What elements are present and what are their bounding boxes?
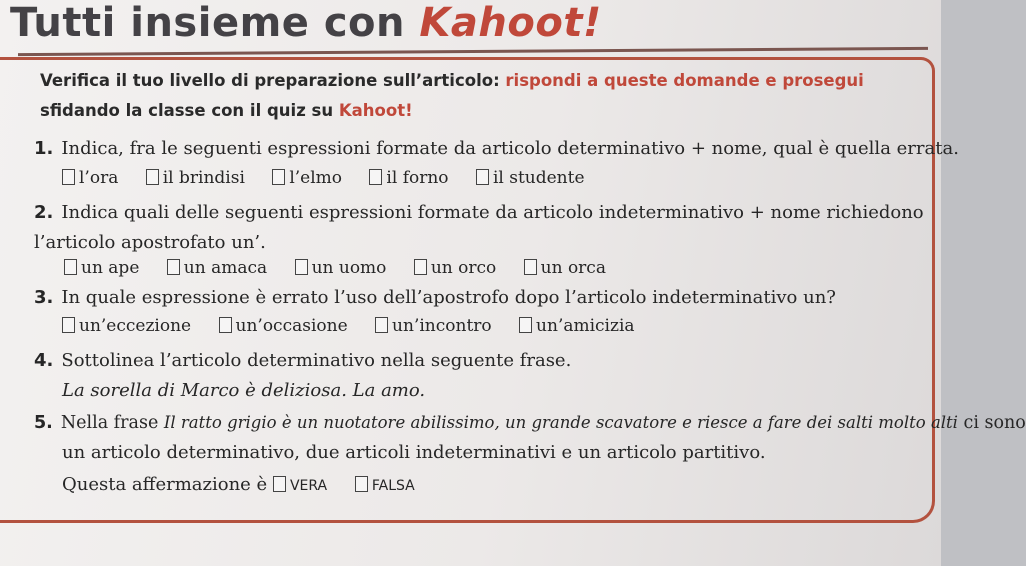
title-divider	[18, 47, 928, 56]
question-text: Indica quali delle seguenti espressioni formate da articolo indeterminativo + nome richiedono	[61, 202, 924, 223]
question-text: Indica, fra le seguenti espressioni formate da articolo determinativo + nome, qual è quella errata.	[61, 138, 959, 159]
checkbox[interactable]	[64, 259, 77, 275]
question-text: In quale espressione è errato l’uso dell’apostrofo dopo l’articolo indeterminativo un?	[61, 287, 836, 308]
option-label: il forno	[386, 168, 449, 188]
question-4-sentence	[62, 380, 425, 402]
page-title	[10, 0, 602, 46]
option-label: un’incontro	[392, 316, 492, 336]
checkbox[interactable]	[295, 259, 308, 275]
option-label: un uomo	[311, 258, 387, 278]
question-2-options	[64, 258, 628, 278]
option-un-uomo[interactable]	[295, 258, 387, 278]
option-label: un’eccezione	[79, 316, 192, 336]
checkbox[interactable]	[273, 476, 286, 492]
question-text-continued: un articolo determinativo, due articoli indeterminativi e un articolo partitivo.	[62, 442, 766, 463]
option-label: VERA	[289, 478, 328, 494]
checkbox[interactable]	[146, 169, 159, 185]
option-vera[interactable]	[273, 475, 327, 497]
intro-lead: Verifica il tuo livello di preparazione sull’articolo:	[40, 71, 506, 90]
checkbox[interactable]	[524, 259, 537, 275]
option-label: un’occasione	[235, 316, 348, 336]
option-un-orca[interactable]	[524, 258, 606, 278]
option-label: un orco	[430, 258, 497, 278]
question-5-line2	[62, 442, 766, 464]
option-un-eccezione[interactable]	[62, 316, 191, 336]
checkbox[interactable]	[62, 169, 75, 185]
checkbox[interactable]	[219, 317, 232, 333]
question-number: 4.	[34, 350, 54, 371]
option-un-amicizia[interactable]	[519, 316, 634, 336]
checkbox[interactable]	[375, 317, 388, 333]
question-3-options	[62, 316, 657, 336]
option-label: l’ora	[79, 168, 119, 188]
question-text: Sottolinea l’articolo determinativo nella seguente frase.	[61, 350, 572, 371]
intro-text	[40, 66, 920, 126]
question-5-line3	[62, 474, 437, 497]
option-label: un amaca	[183, 258, 268, 278]
kahoot-brand: Kahoot!	[419, 0, 602, 46]
question-number: 3.	[34, 287, 54, 308]
option-un-occasione[interactable]	[219, 316, 348, 336]
question-1-options	[62, 168, 607, 188]
sentence-text[interactable]: La sorella di Marco è deliziosa. La amo.	[62, 380, 426, 401]
option-un-amaca[interactable]	[167, 258, 267, 278]
checkbox[interactable]	[62, 317, 75, 333]
question-number: 1.	[34, 138, 54, 159]
option-l-elmo[interactable]	[272, 168, 342, 188]
option-un-incontro[interactable]	[375, 316, 492, 336]
question-2-line2	[34, 232, 266, 254]
question-text-end: ci sono	[957, 413, 1026, 433]
checkbox[interactable]	[476, 169, 489, 185]
option-il-studente[interactable]	[476, 168, 585, 188]
intro-highlight: rispondi a queste domande e prosegui	[505, 71, 864, 90]
question-text: Nella frase	[60, 413, 164, 433]
option-label: un ape	[81, 258, 140, 278]
title-text: Tutti insieme con	[10, 0, 420, 46]
option-label: FALSA	[371, 478, 415, 494]
option-un-ape[interactable]	[64, 258, 139, 278]
question-2	[34, 202, 924, 224]
option-label: il studente	[492, 168, 585, 188]
option-label: un orca	[540, 258, 606, 278]
option-label: un’amicizia	[536, 316, 635, 336]
checkbox[interactable]	[272, 169, 285, 185]
question-4	[34, 350, 571, 372]
intro-line2: sfidando la classe con il quiz su	[40, 101, 339, 120]
option-falsa[interactable]	[355, 475, 415, 497]
checkbox[interactable]	[369, 169, 382, 185]
question-prompt: Questa affermazione è	[62, 474, 268, 495]
option-il-forno[interactable]	[369, 168, 448, 188]
question-3	[34, 287, 836, 309]
question-1	[34, 138, 959, 160]
question-number: 2.	[34, 202, 54, 223]
checkbox[interactable]	[167, 259, 180, 275]
intro-kahoot: Kahoot!	[338, 101, 413, 120]
option-un-orco[interactable]	[414, 258, 496, 278]
question-5	[34, 412, 1026, 434]
question-number: 5.	[34, 413, 53, 433]
checkbox[interactable]	[414, 259, 427, 275]
question-italic-sentence: Il ratto grigio è un nuotatore abilissimo, un grande scavatore e riesce a fare dei salti molto alti	[163, 413, 958, 432]
question-text-continued: l’articolo apostrofato un’.	[34, 232, 266, 253]
option-il-brindisi[interactable]	[146, 168, 245, 188]
option-label: il brindisi	[162, 168, 245, 188]
checkbox[interactable]	[519, 317, 532, 333]
option-label: l’elmo	[289, 168, 343, 188]
checkbox[interactable]	[355, 476, 368, 492]
option-l-ora[interactable]	[62, 168, 118, 188]
